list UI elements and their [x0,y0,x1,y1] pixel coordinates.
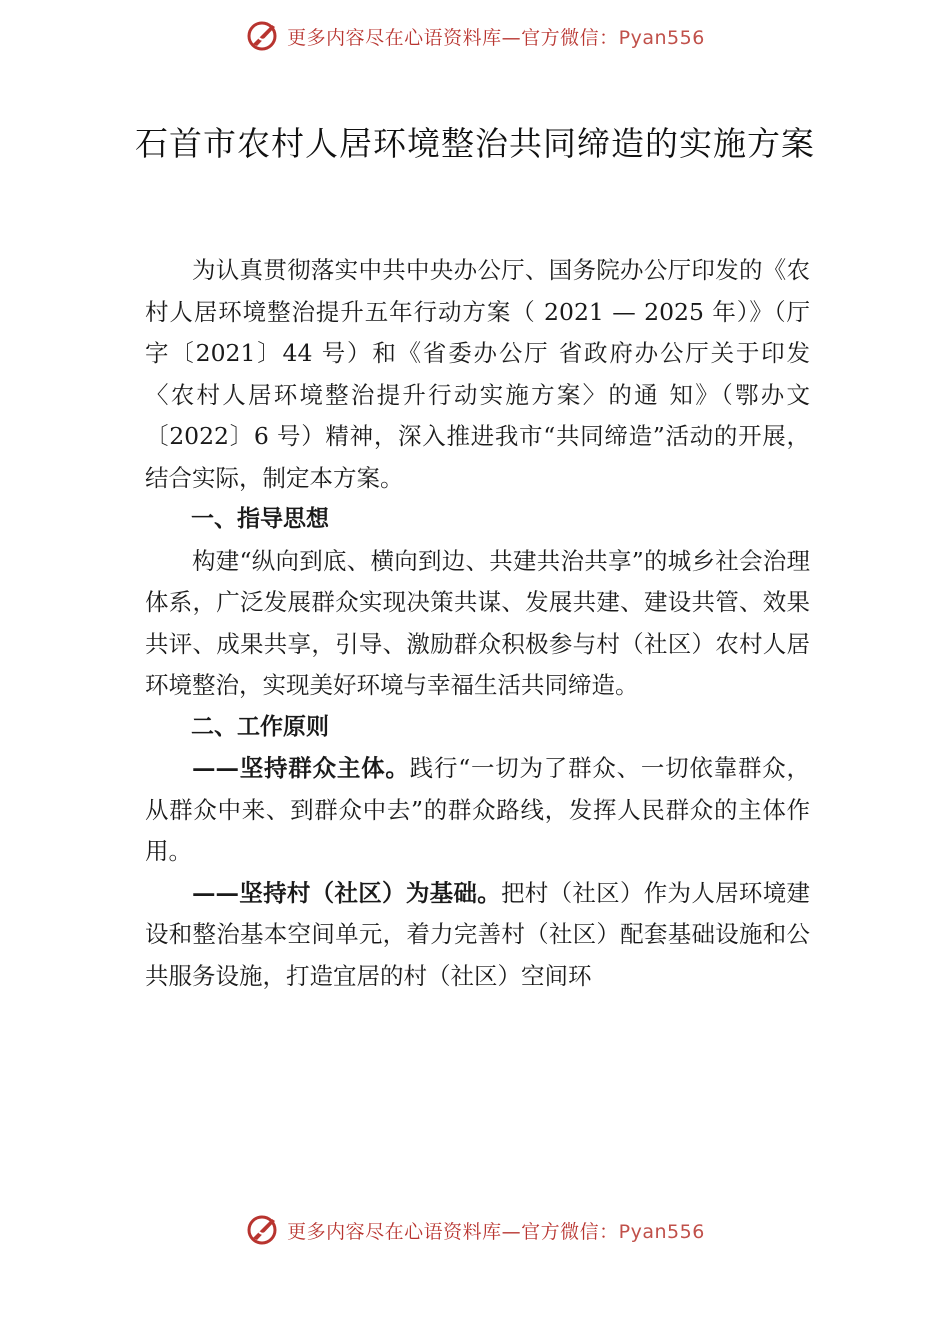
document-body [145,250,810,997]
brush-logo-icon [245,1212,281,1248]
principle-lead: ——坚持群众主体。 [192,754,410,782]
section-heading-work-principles: 二、工作原则 [191,713,329,740]
brush-logo-icon [245,18,281,54]
watermark-slogan: 更多内容尽在心语资料库—官方微信： [287,1220,619,1243]
intro-paragraph: 为认真贯彻落实中共中央办公厅、国务院办公厅印发的《农村人居环境整治提升五年行动方案（ 2021 — 2025 年）》（厅字〔2021〕44 号）和《省委办公厅 省政府办公厅关于印发〈农村人居环境整治提升行动实施方案〉的通 知》（鄂办文〔2022〕6 号）精神，深入推进我市“共同缔造”活动的开展，结合实际，制定本方案。 [145,256,810,492]
principle-lead: ——坚持村（社区）为基础。 [192,878,501,907]
document-title: 石首市农村人居环境整治共同缔造的实施方案 [135,124,815,163]
principle-body: 把村（社区）作为人居环境建设和整治基本空间单元，着力完善村（社区）配套基础设施和公共服务设施，打造宜居的村（社区）空间环 [145,878,810,990]
principle-paragraph [145,748,810,873]
watermark-contact: Pyan556 [618,26,705,49]
principle-paragraph [145,873,810,998]
watermark-footer [0,1210,950,1250]
guiding-ideology-paragraph: 构建“纵向到底、横向到边、共建共治共享”的城乡社会治理体系，广泛发展群众实现决策共谋、发展共建、建设共管、效果共评、成果共享，引导、激励群众积极参与村（社区）农村人居环境整治，实现美好环境与幸福生活共同缔造。 [145,546,810,699]
watermark-text [287,1217,705,1244]
watermark-slogan: 更多内容尽在心语资料库—官方微信： [287,26,619,49]
watermark-text [287,23,705,50]
section-heading-guiding-ideology: 一、指导思想 [191,506,329,532]
watermark-contact: Pyan556 [618,1220,705,1243]
watermark-header [0,16,950,56]
principle-body: 践行“一切为了群众、一切依靠群众，从群众中来、到群众中去”的群众路线，发挥人民群众的主体作用。 [145,754,811,865]
